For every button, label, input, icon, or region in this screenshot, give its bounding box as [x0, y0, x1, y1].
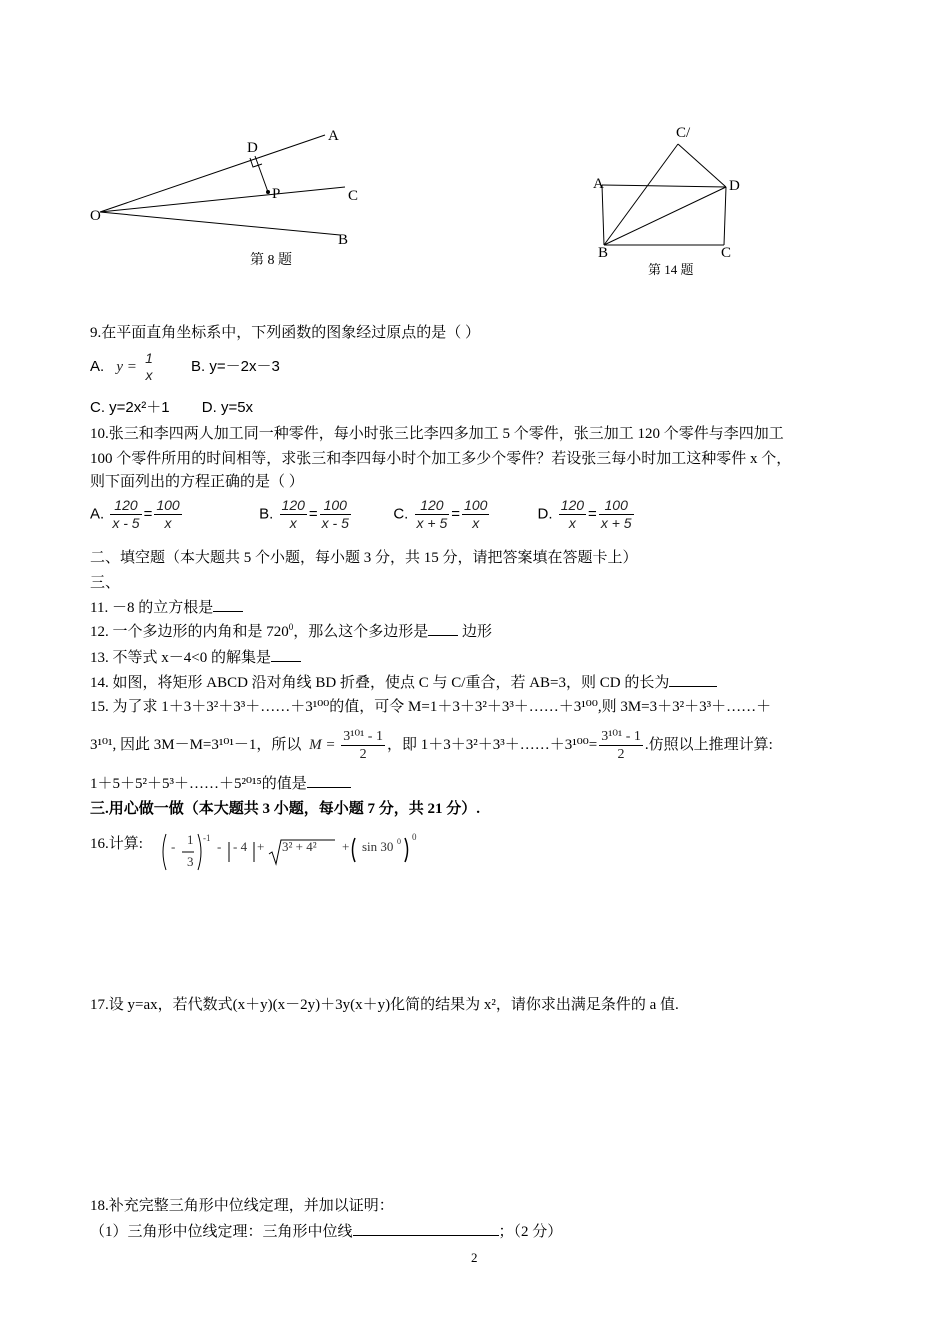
q15-line1: 15. 为了求 1＋3＋3²＋3³＋……＋3¹⁰⁰的值，可令 M=1＋3＋3²＋3³＋……＋3¹⁰⁰,则 3M=3＋3²＋3³＋……＋: [90, 699, 772, 715]
q13: 13. 不等式 x－4<0 的解集是: [90, 647, 301, 668]
q10-option-d: D. $\frac{120}{x}$ = $\frac{100}{x + 5}$: [537, 497, 632, 531]
q18-stem: 18.补充完整三角形中位线定理，并加以证明：: [90, 1198, 394, 1214]
q13-answer-blank[interactable]: [271, 647, 301, 662]
q15-line3: 1＋5＋5²＋5³＋……＋5²⁰¹⁵的值是: [90, 773, 351, 794]
q10-options: [90, 497, 636, 541]
fig14-label-c-prime: C/: [676, 125, 691, 141]
fig8-label-d: D: [247, 140, 258, 156]
q16-label: 16.计算:: [90, 836, 143, 852]
q15-fraction-2: $\frac{\text{3¹⁰¹ - 1}}{2}$: [601, 729, 641, 763]
q10-option-b: B. $\frac{120}{x}$ = $\frac{100}{x - 5}$: [259, 497, 349, 531]
q15-fraction-1: $\frac{\text{3¹⁰¹ - 1}}{2}$: [343, 729, 383, 763]
q16-radicand: 3² + 4²: [282, 839, 317, 854]
q16-fraction-den: 3: [187, 854, 194, 869]
q16-op-minus: -: [217, 839, 222, 854]
fig8-label-c: C: [348, 188, 359, 204]
q9-option-a-fraction: 1 x: [145, 350, 153, 383]
fig8-caption: 第 8 题: [250, 253, 292, 268]
section-3-heading: 三.用心做一做（本大题共 3 小题，每小题 7 分，共 21 分）.: [90, 801, 481, 817]
segment-bc-prime: [604, 144, 678, 245]
q9-option-a-label: A.: [90, 358, 105, 375]
fig8-label-p: P: [272, 186, 281, 202]
q16-op-plus-2: +: [342, 839, 350, 854]
q16-exponent: -1: [203, 833, 211, 843]
q11: 11. －8 的立方根是: [90, 597, 243, 618]
side-ad: [602, 185, 726, 187]
q12: 12. 一个多边形的内角和是 $720^0$，那么这个多边形是 边形: [90, 622, 493, 640]
q16-fraction-num: 1: [187, 832, 194, 847]
q16-degree: 0: [397, 837, 401, 846]
fig14-label-c: C: [721, 245, 732, 261]
q15-line2: 3¹⁰¹, 因此 3M－M=3¹⁰¹－1，所以 M = $\frac{\text{3¹⁰¹ - 1}}{2}$ ，即 1＋3＋3²＋3³＋……＋3¹⁰⁰= $\frac{\text{3¹⁰¹ - 1}}{2}$ .仿照以上推理计算:: [90, 729, 773, 763]
side-dc: [724, 187, 726, 245]
q9-options-ab: [90, 350, 280, 390]
q16-minus-sign: -: [171, 839, 176, 854]
page-number: 2: [471, 1250, 478, 1265]
section-2-heading: 二、填空题（本大题共 5 个小题，每小题 3 分，共 15 分，请把答案填在答题卡上）: [90, 550, 638, 566]
fig14-label-a: A: [593, 176, 604, 192]
q9-options-cd: [90, 398, 253, 418]
q14-answer-blank[interactable]: [669, 672, 717, 687]
q15-answer-blank[interactable]: [307, 773, 351, 788]
q15-m-symbol: M =: [309, 737, 336, 753]
fig8-label-b: B: [338, 232, 349, 248]
fig8-label-a: A: [328, 128, 339, 144]
fig14-label-b: B: [598, 245, 609, 261]
q16-op-plus-1: +: [257, 839, 265, 854]
q17: 17.设 y=ax，若代数式(x＋y)(x－2y)＋3y(x＋y)化简的结果为 x²，请你求出满足条件的 a 值.: [90, 997, 679, 1013]
q9-option-d: D. y=5x: [201, 399, 254, 416]
q9-option-b: B. y=－2x－3: [191, 358, 280, 375]
q10-line1: 10.张三和李四两人加工同一种零件，每小时张三比李四多加工 5 个零件，张三加工 120 个零件与李四加工: [90, 426, 784, 442]
q12-answer-blank[interactable]: [428, 621, 458, 636]
q10-option-a: A. $\frac{120}{x - 5}$ = $\frac{100}{x}$: [90, 497, 180, 531]
q16-exponent-zero: 0: [412, 832, 417, 842]
q16-sin: sin 30: [362, 839, 394, 854]
q10-line2: 100 个零件所用的时间相等，求张三和李四每小时个加工多少个零件？若设张三每小时加工这种零件 x 个，: [90, 451, 792, 467]
q9-option-c: C. y=2x²＋1: [90, 399, 170, 416]
ray-ob: [100, 212, 340, 235]
q16-abs-expr: - 4: [233, 839, 248, 854]
q11-answer-blank[interactable]: [213, 597, 243, 612]
segment-c-prime-d: [678, 144, 726, 187]
q14: 14. 如图，将矩形 ABCD 沿对角线 BD 折叠，使点 C 与 C/重合，若 AB=3，则 CD 的长为: [90, 672, 717, 693]
fig8-label-o: O: [90, 208, 101, 224]
point-p: [266, 190, 270, 194]
fig14-caption: 第 14 题: [648, 262, 694, 277]
q10-option-c: C. $\frac{120}{x + 5}$ = $\frac{100}{x}$: [393, 497, 488, 531]
perpendicular-pd: [255, 156, 268, 192]
q10-line3: 则下面列出的方程正确的是（ ）: [90, 474, 304, 490]
q18-answer-blank[interactable]: [353, 1221, 499, 1236]
figure-14-diagram: [590, 130, 750, 260]
q9-stem: 9.在平面直角坐标系中，下列函数的图象经过原点的是（ ）: [90, 325, 481, 341]
side-ab: [602, 185, 604, 245]
q18-sub1: （1）三角形中位线定理：三角形中位线 ；（2 分）: [90, 1221, 562, 1242]
diagonal-bd: [604, 187, 726, 245]
fig14-label-d: D: [729, 178, 740, 194]
q9-option-a-lhs: y =: [116, 359, 137, 375]
section-3-stub: 三、: [90, 575, 121, 591]
